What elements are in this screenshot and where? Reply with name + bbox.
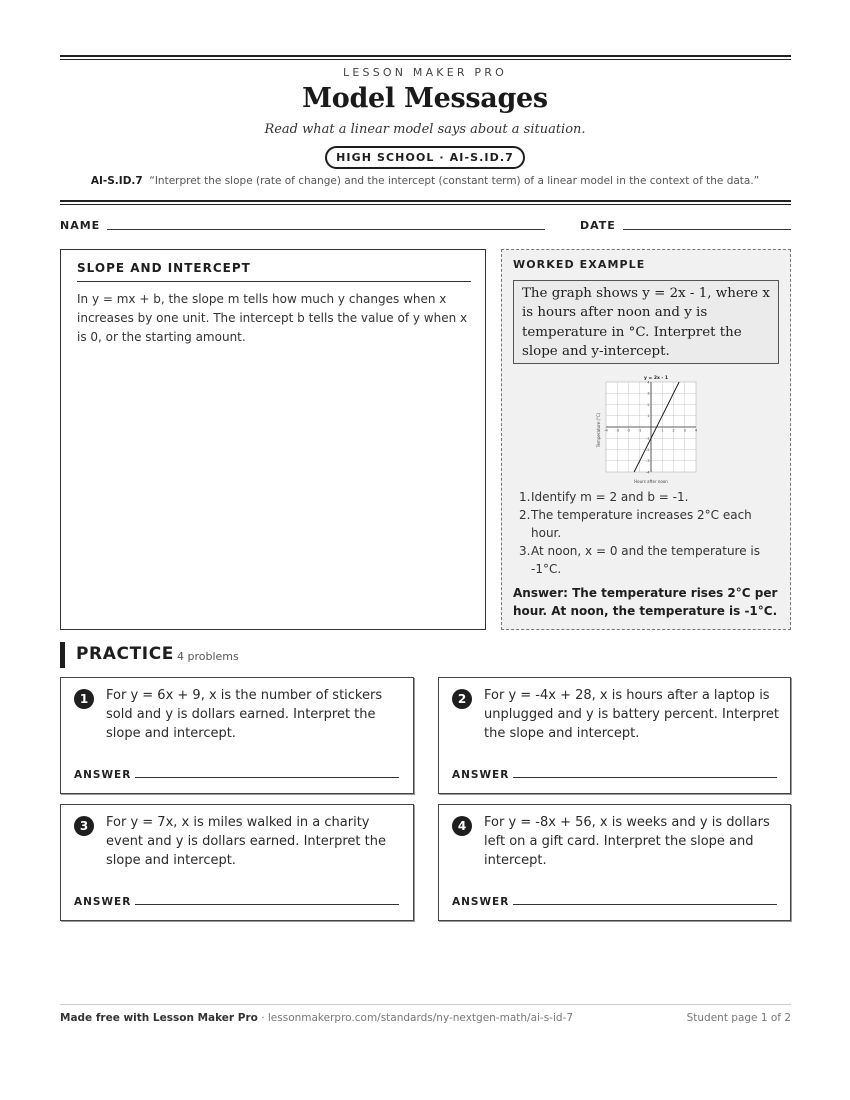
answer-field[interactable] <box>513 904 777 905</box>
answer-field[interactable] <box>135 777 399 778</box>
step-2-text: The temperature increases 2°C each hour. <box>531 508 752 540</box>
concept-body: In y = mx + b, the slope m tells how much y changes when x increases by one unit. The intercept b tells the value of y when x is 0, or the starting amount. <box>77 292 468 344</box>
top-rule-thick <box>60 55 791 57</box>
step-3: 3. At noon, x = 0 and the temperature is -1°C. <box>519 544 761 576</box>
top-rule-thin <box>60 59 791 60</box>
problem-text: For y = -4x + 28, x is hours after a laptop is unplugged and y is battery percent. Interpret the slope and intercept. <box>484 688 779 741</box>
answer-field[interactable] <box>513 777 777 778</box>
concept-box <box>60 249 486 630</box>
y-tick-label: -3 <box>645 459 650 464</box>
problem-number-badge: 1 <box>74 689 94 709</box>
footer-separator: · <box>257 1012 268 1024</box>
x-tick-label: -4 <box>604 428 608 433</box>
graph-x-axis-label: Hours after noon <box>634 479 668 484</box>
header-bottom-rule-thin <box>60 204 791 205</box>
footer-made-with: Made free with Lesson Maker Pro <box>60 1012 258 1024</box>
step-1-text: Identify m = 2 and b = -1. <box>531 490 689 504</box>
standard-text: “Interpret the slope (rate of change) and the intercept (constant term) of a linear model in the context of the data.” <box>149 175 760 187</box>
worked-example-problem: The graph shows y = 2x - 1, where x is hours after noon and y is temperature in °C. Interpret the slope and y-intercept. <box>513 280 779 364</box>
problem-number-badge: 2 <box>452 689 472 709</box>
worked-example-box <box>501 249 791 630</box>
x-tick-label: -1 <box>637 428 642 433</box>
header-bottom-rule-thick <box>60 200 791 202</box>
example-graph <box>593 373 703 485</box>
standard-description <box>0 175 850 187</box>
footer-credit <box>60 1012 573 1024</box>
problem-card-4 <box>438 804 791 921</box>
practice-accent-bar <box>60 642 65 668</box>
x-tick-label: 4 <box>694 428 698 433</box>
name-label: NAME <box>60 219 101 232</box>
x-tick-label: -2 <box>626 428 631 433</box>
graph-y-axis-label: Temperature (°C) <box>596 412 601 448</box>
standard-code: AI-S.ID.7 <box>90 175 143 187</box>
step-3-text: At noon, x = 0 and the temperature is -1°C. <box>531 544 761 576</box>
problem-card-2 <box>438 677 791 794</box>
name-field[interactable] <box>107 229 545 230</box>
y-tick-label: -1 <box>645 436 650 441</box>
problem-number-badge: 4 <box>452 816 472 836</box>
problem-text: For y = -8x + 56, x is weeks and y is dollars left on a gift card. Interpret the slope and intercept. <box>484 815 770 868</box>
x-tick-label: 1 <box>661 428 664 433</box>
answer-label: ANSWER <box>74 896 132 908</box>
graph-title: y = 2x - 1 <box>643 376 669 381</box>
practice-count: 4 problems <box>177 650 239 663</box>
problem-text: For y = 7x, x is miles walked in a charity event and y is dollars earned. Interpret the slope and intercept. <box>106 815 386 868</box>
footer-rule <box>60 1004 791 1005</box>
x-tick-label: 3 <box>683 428 686 433</box>
step-1: 1. Identify m = 2 and b = -1. <box>519 490 689 504</box>
problem-number-badge: 3 <box>74 816 94 836</box>
answer-field[interactable] <box>135 904 399 905</box>
footer-page-number: Student page 1 of 2 <box>686 1012 791 1024</box>
worked-example-answer: Answer: The temperature rises 2°C per hour. At noon, the temperature is -1°C. <box>513 586 778 618</box>
brand-label: LESSON MAKER PRO <box>343 66 507 79</box>
answer-label: ANSWER <box>452 769 510 781</box>
answer-label: ANSWER <box>452 896 510 908</box>
problem-text: For y = 6x + 9, x is the number of stickers sold and y is dollars earned. Interpret the slope and intercept. <box>106 688 383 741</box>
problem-card-3 <box>60 804 414 921</box>
worked-example-heading: WORKED EXAMPLE <box>513 258 646 271</box>
page-subtitle: Read what a linear model says about a situation. <box>264 122 586 137</box>
y-tick-label: 2 <box>647 402 650 407</box>
page-title: Model Messages <box>302 83 548 114</box>
worked-example-steps <box>513 488 783 578</box>
footer-url[interactable]: lessonmakerpro.com/standards/ny-nextgen-math/ai-s-id-7 <box>267 1012 574 1024</box>
answer-label: ANSWER <box>74 769 132 781</box>
date-label: DATE <box>580 219 616 232</box>
practice-heading: PRACTICE <box>76 644 174 664</box>
x-tick-label: 2 <box>672 428 675 433</box>
step-2: 2. The temperature increases 2°C each hour. <box>519 508 752 540</box>
y-tick-label: -2 <box>645 447 650 452</box>
y-tick-label: -4 <box>645 470 650 475</box>
date-field[interactable] <box>623 229 791 230</box>
y-tick-label: 4 <box>647 380 650 385</box>
grade-standard-badge: HIGH SCHOOL · AI-S.ID.7 <box>325 146 525 169</box>
y-tick-label: 1 <box>647 414 650 419</box>
x-tick-label: -3 <box>615 428 620 433</box>
y-tick-label: 3 <box>647 391 650 396</box>
problem-card-1 <box>60 677 414 794</box>
concept-heading: SLOPE AND INTERCEPT <box>77 261 471 282</box>
